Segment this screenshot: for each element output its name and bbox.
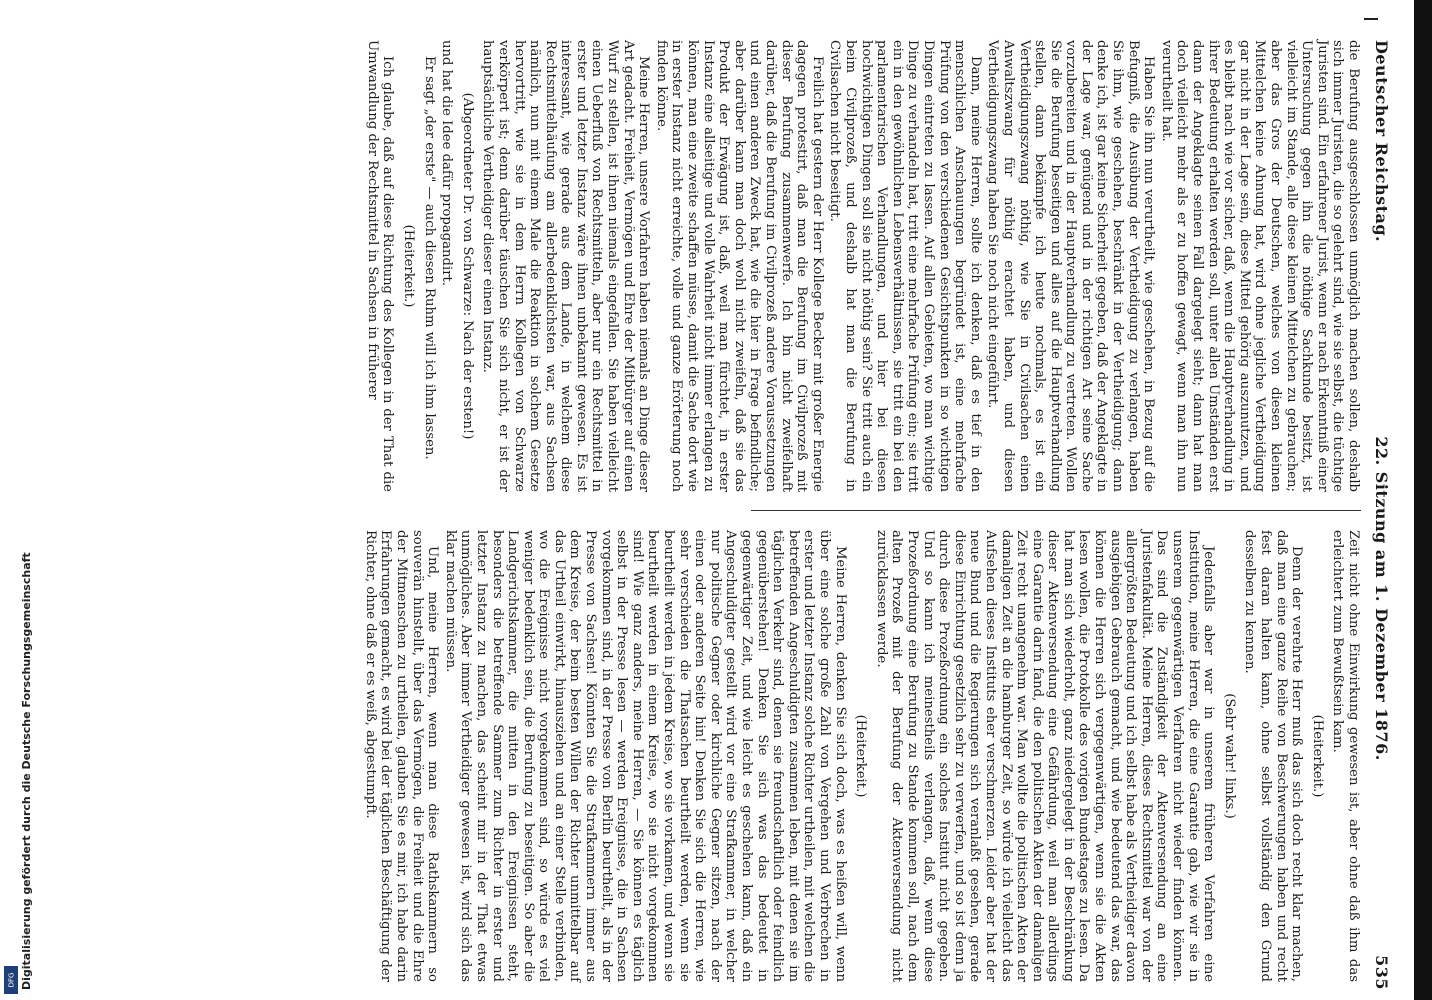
stage-direction: (Heiterkeit.) (853, 714, 869, 798)
dfg-logo-icon (4, 966, 18, 994)
dfg-logo-text: DFG (7, 972, 15, 988)
stage-direction: (Heiterkeit.) (1309, 714, 1325, 798)
scan-edge-border (1414, 0, 1432, 1000)
header-left-title: Deutscher Reichstag. (1372, 40, 1392, 243)
paragraph: Und, meine Herren, wenn man diese Rathskammern so souverän hinstellt, über das Vermögen, die Freiheit und die Ehre der Mitmenschen zu urtheilen, glauben Sie es mir, ich habe darin Erfahrungen gemacht, es wird bei der täglichen Beschäftigung der Richter, ohne daß er es weiß, abgestumpft. (362, 530, 441, 982)
paragraph: Er sagt „der erste" — auch diesen Ruhm will ich ihm lassen. (421, 56, 437, 460)
paragraph: Zeit nicht ohne Einwirkung gewesen ist, aber ohne daß ihm das erleichtert zum Bewußtsein kam. (1330, 530, 1361, 982)
margin-tick (1364, 18, 1378, 20)
rotated-print-area (95, 40, 1395, 990)
paragraph: Meine Herren, unsere Vorfahren haben niemals an Dinge dieser Art gedacht. Freiheit, Vermögen und Ehre der Mitbürger auf einen Wurf zu stellen, ist ihnen niemals eingefallen. Sie haben vielleicht einen Ueberfluß von Rechtsmitteln, aber nur ein Rechtsmittel in erster und letzter Instanz wäre ihnen unbekannt gewesen. Es ist interessant, wie gerade aus dem Lande, in welchem diese Rechtsmittelhäufung am allerbedenklichsten war, aus Sachsen nämlich, nun mit einem Male die Reaktion in solchem Gesetze hervortritt, wie sie in dem Herrn Kollegen von Schwarze verkörpert ist; denn darüber täuschen Sie sich nicht, er ist der hauptsächliche Vertheidiger dieser einen Instanz. (480, 40, 652, 492)
stage-direction: (Abgeordneter Dr. von Schwarze: Nach der ersten!) (459, 92, 475, 440)
paragraph: die Berufung ausgeschlossen unmöglich machen sollen, deshalb sich immer Juristen, die so gelehrt sind, wie sie selbst, die tüchtige Juristen sind. Ein erfahrener Jurist, wenn er nach Erkenntniß einer Untersuchung gegen ihn die nöthige Sachkunde besitzt, ist vielleicht im Stande, alle diese kleinen Mittelchen zu gebrauchen; aber das Gros der Deutschen, welches von diesen kleinen Mittelchen keine Ahnung hat, wird ohne jegliche Vertheidigung gar nicht in der Lage sein, diese Mittel gehörig auszunutzen, und es bleibt nach wie vor sicher, daß, wenn die Hauptverhandlung in ihrer Bedeutung erhalten werden soll, unter allen Umständen erst dann der Angeklagte seinen Fall dargelegt sieht; dann hat man doch vielleicht mehr als er zu hoffen gewagt, wenn man ihn nun verurtheilt hat. (1158, 40, 1361, 492)
header-session-title: 22. Sitzung am 1. Dezember 1876. (1372, 436, 1392, 761)
right-column (362, 530, 1361, 982)
page-number: 535 (1372, 955, 1392, 990)
paragraph: Haben Sie ihn nun verurtheilt, wie geschehen, in Bezug auf die Befugniß, die Ausübung der Vertheidigung zu verlangen, haben Sie ihm, wie geschehen, beschränkt in der Vertheidigung; dann denke ich, ist gar keine Sicherheit gegeben, daß der Angeklagte in der Lage war, genügend und in der richtigen Art seine Sache vorzubereiten und in der Hauptverhandlung zu vertreten. Wollen Sie die Berufung beseitigen und alles auf die Hauptverhandlung stellen, dann bekämpfe ich heute nochmals, es ist ein Vertheidigungszwang nöthig, wie Sie in Civilsachen einen Anwaltszwang für nöthig erachtet haben, und diesen Vertheidigungszwang haben Sie noch nicht eingeführt. (985, 40, 1157, 492)
stage-direction: (Sehr wahr! links.) (1221, 693, 1237, 819)
paragraph: Freilich hat gestern der Herr Kollege Becker mit großer Energie dagegen protestirt, daß man die Berufung im Civilprozeß mit dieser Berufung zusammenwerfe. Ich bin nicht zweifelhaft darüber, daß die Berufung im Civilprozeß andere Voraussetzungen und einen anderen Zweck hat, wie die hier in Frage befindliche; aber darüber kann man doch wohl nicht zweifeln, daß sie das Produkt der Erwägung ist, daß, weil man fürchtet, in erster Instanz eine allseitige und volle Wahrheit nicht immer erlangen zu können, man eine zweite schaffen müsse, damit die Sache dort wie in erster Instanz nicht erreichte, volle und ganze Erörterung noch finden könne. (653, 40, 825, 492)
digitization-notice-text: Digitalisierung gefördert durch die Deutsche Forschungsgemeinschaft (20, 552, 33, 990)
paragraph: Dann, meine Herren, sollte ich denken, daß es tief in den menschlichen Anschauungen begründet ist, eine mehrfache Prüfung von den verschiedenen Gesichtspunkten in so wichtigen Dingen eintreten zu lassen. Auf allen Gebieten, wo man wichtige Dinge zu verhandeln hat, tritt eine mehrfache Prüfung ein; sie tritt ein in den gewöhnlichen Lebensverhältnissen, sie tritt ein bei den parlamentarischen Verhandlungen, und hier bei diesen hochwichtigen Dingen soll sie nicht nöthig sein? Sie tritt auch ein beim Civilprozeß, und deshalb hat man die Berufung in Civilsachen nicht beseitigt. (827, 40, 983, 492)
page-header (1369, 40, 1395, 990)
paragraph: Jedenfalls aber war in unserem früheren Verfahren eine Institution, meine Herren, die eine Garantie gab, wie wir sie in unserem gegenwärtigen Verfahren nicht wieder finden können. Das sind die Zuständigkeit der Aktenversendung an eine Juristenfakultät. Meine Herren, dieses Rechtsmittel war von der allergrößten Bedeutung und ich selbst habe als Vertheidiger davon ausgiebigen Gebrauch gemacht, und wie bedeutend das war, das können die Herren sich vergegenwärtigen, wenn sie die Akten lesen wollen, die Protokolle des vorigen Bundestages zu lesen. Da hat man sich wiederholt, ganz niedergelegt in der Beschränkung dieser Aktenversendung eine Gefährdung, weil man allerdings eine Garantie darin fand, die den politischen Akten der damaligen Zeit recht unangenehm war. Man wollte die politischen Akten der damaligen Zeit an die hamburger Zeit, so würde ich vielleicht das Aufsehen dieses Instituts eher verschmerzen. Leider aber hat der neue Bund und die Regierungen sich veranlaßt gesehen, gerade diese Einrichtung gesetzlich sehr zu verwerfen, und so ist denn ja durch diese Prozeßordnung ein solches Institut nicht gegeben. Und so kann ich meinestheils verlangen, daß, wenn diese Prozeßordnung eine Berufung zu Stande kommen soll, nach dem alten Prozeß mit der Berufung der Aktenversendung nicht zurücklassen werde. (873, 530, 1217, 982)
paragraph: Ich glaube, daß auf diese Richtung des Kollegen in der That die Umwandlung der Rechtsmittel in Sachsen in früherer (364, 40, 396, 492)
left-column (364, 40, 1361, 492)
paragraph: Meine Herren, denken Sie sich doch, was es heißen will, wenn über eine solche große Zahl von Vergehen und Verbrechen in erster und letzter Instanz solche Richter urtheilen, mit welchen die betreffenden Angeschuldigten zusammen leben, mit denen sie im täglichen Verkehr sind, denen sie freundschaftlich oder feindlich gegenüberstehen! Denken Sie sich was das bedeutet in gegenwärtiger Zeit, und wie leicht es geschehen kann, daß ein Angeschuldigter gestellt wird vor eine Strafkammer, in welcher nur politische Gegner oder kirchliche Gegner sitzen, nach der einen oder anderen Seite hin! Denken Sie sich die Herren, wie sehr verschieden die Thatsachen beurtheilt werden, wenn sie beurtheilt werden in jedem Kreise, wo sie vorkamen, und wenn sie beurtheilt werden in einem Kreise, wo sie nicht vorgekommen sind! Wie ganz anders, meine Herren, — Sie können es täglich selbst in der Presse lesen — werden Ereignisse, die in Sachsen vorgekommen sind, in der Presse von Berlin beurtheilt, als in der Presse von Sachsen! Könnten Sie die Strafkammern immer aus dem Kreise, der beim besten Willen der Richter unmittelbar auf das Urtheil einwirkt, hinausziehen und an einer Stelle verbinden, wo die Ereignisse nicht vorgekommen sind, so würde es viel weniger bedenklich sein, die Berufung zu beseitigen. So aber die Landgerichtskammer, die mitten in den Ereignissen steht, besonders die betreffende Sammer zum Richter in erster und letzter Instanz zu machen, das scheint mir in der That etwas unmögliches. Aber immer Vertheidiger gewesen ist, wird sich das klar machen müssen. (442, 530, 848, 982)
paragraph: und hat die Idee dafür propagandirt. (439, 40, 455, 286)
stage-direction: (Heiterkeit.) (400, 224, 416, 308)
paragraph: Denn der verehrte Herr muß das sich doch recht klar machen, daß man eine ganze Reihe von Beschwerungen haben und recht fest daran halten kann, ohne selbst vollständig den Grund desselben zu kennen. (1242, 530, 1305, 982)
digitization-notice (2, 0, 33, 1000)
column-divider (751, 510, 1361, 511)
text-columns (101, 40, 1361, 990)
